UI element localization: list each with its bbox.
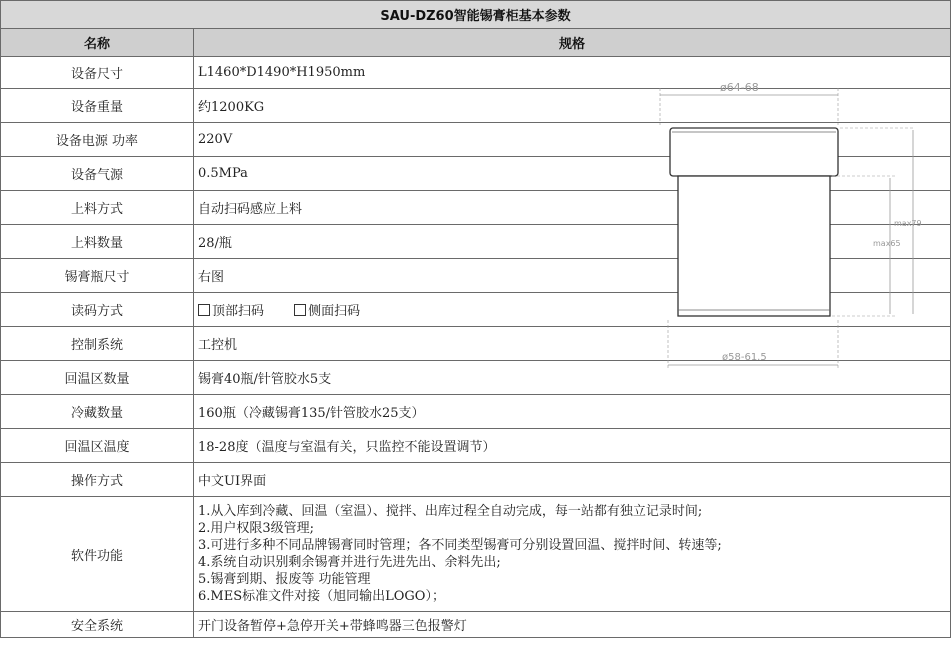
row-label: 上料数量 xyxy=(1,225,194,259)
row-value: 160瓶（冷藏锡膏135/针管胶水25支） xyxy=(194,395,951,429)
jar-body xyxy=(678,176,830,316)
table-row xyxy=(1,429,951,463)
row-label: 设备重量 xyxy=(1,89,194,123)
row-value: 18-28度（温度与室温有关，只监控不能设置调节） xyxy=(194,429,951,463)
option-label: 顶部扫码 xyxy=(212,304,265,319)
software-features xyxy=(194,497,951,612)
body-height-label: max65 xyxy=(873,239,901,248)
feature-line: 3.可进行多种不同品牌锡膏同时管理；各不同类型锡膏可分别设置回温、搅拌时间、转速等; xyxy=(198,538,722,553)
row-value: 220V xyxy=(194,123,951,157)
row-label: 安全系统 xyxy=(1,612,194,638)
title-row xyxy=(1,1,951,29)
table-row xyxy=(1,612,951,638)
feature-line: 2.用户权限3级管理; xyxy=(198,521,315,536)
row-label: 设备尺寸 xyxy=(1,57,194,89)
row-label: 读码方式 xyxy=(1,293,194,327)
jar-lid xyxy=(670,128,838,176)
feature-line: 6.MES标准文件对接（旭同输出LOGO）； xyxy=(198,589,445,604)
row-label: 控制系统 xyxy=(1,327,194,361)
feature-line: 1.从入库到冷藏、回温（室温）、搅拌、出库过程全自动完成，每一站都有独立记录时间; xyxy=(198,504,703,519)
row-label: 设备气源 xyxy=(1,157,194,191)
header-name: 名称 xyxy=(1,29,194,57)
checkbox-icon xyxy=(198,304,210,316)
row-label: 上料方式 xyxy=(1,191,194,225)
header-row xyxy=(1,29,951,57)
row-label: 操作方式 xyxy=(1,463,194,497)
header-spec: 规格 xyxy=(194,29,951,57)
row-label: 锡膏瓶尺寸 xyxy=(1,259,194,293)
row-value: 自动扫码感应上料 xyxy=(194,191,951,225)
table-row xyxy=(1,497,951,612)
row-label: 冷藏数量 xyxy=(1,395,194,429)
table-row xyxy=(1,463,951,497)
row-value: L1460*D1490*H1950mm xyxy=(194,57,951,89)
row-label: 设备电源 功率 xyxy=(1,123,194,157)
solder-jar-dimension-diagram xyxy=(650,70,922,375)
row-value: 开门设备暂停+急停开关+带蜂鸣器三色报警灯 xyxy=(194,612,951,638)
option-label: 侧面扫码 xyxy=(308,304,361,319)
feature-line: 4.系统自动识别剩余锡膏并进行先进先出、余料先出; xyxy=(198,555,501,570)
row-value: 中文UI界面 xyxy=(194,463,951,497)
row-value: 右图 xyxy=(194,259,951,293)
top-width-label: ø64-68 xyxy=(720,81,759,94)
row-value: 工控机 xyxy=(194,327,951,361)
row-label: 回温区数量 xyxy=(1,361,194,395)
row-value: 0.5MPa xyxy=(194,157,951,191)
row-value: 28/瓶 xyxy=(194,225,951,259)
row-label: 软件功能 xyxy=(1,497,194,612)
scan-option-top xyxy=(198,304,264,319)
scan-option-side xyxy=(294,304,360,319)
row-value: 锡膏40瓶/针管胶水5支 xyxy=(194,361,951,395)
checkbox-icon xyxy=(294,304,306,316)
row-value: 约1200KG xyxy=(194,89,951,123)
bottom-width-label: ø58-61.5 xyxy=(722,352,767,363)
feature-line: 5.锡膏到期、报废等 功能管理 xyxy=(198,572,371,587)
total-height-label: max79 xyxy=(894,219,922,228)
row-label: 回温区温度 xyxy=(1,429,194,463)
table-title: SAU-DZ60智能锡膏柜基本参数 xyxy=(1,1,951,29)
table-row xyxy=(1,395,951,429)
